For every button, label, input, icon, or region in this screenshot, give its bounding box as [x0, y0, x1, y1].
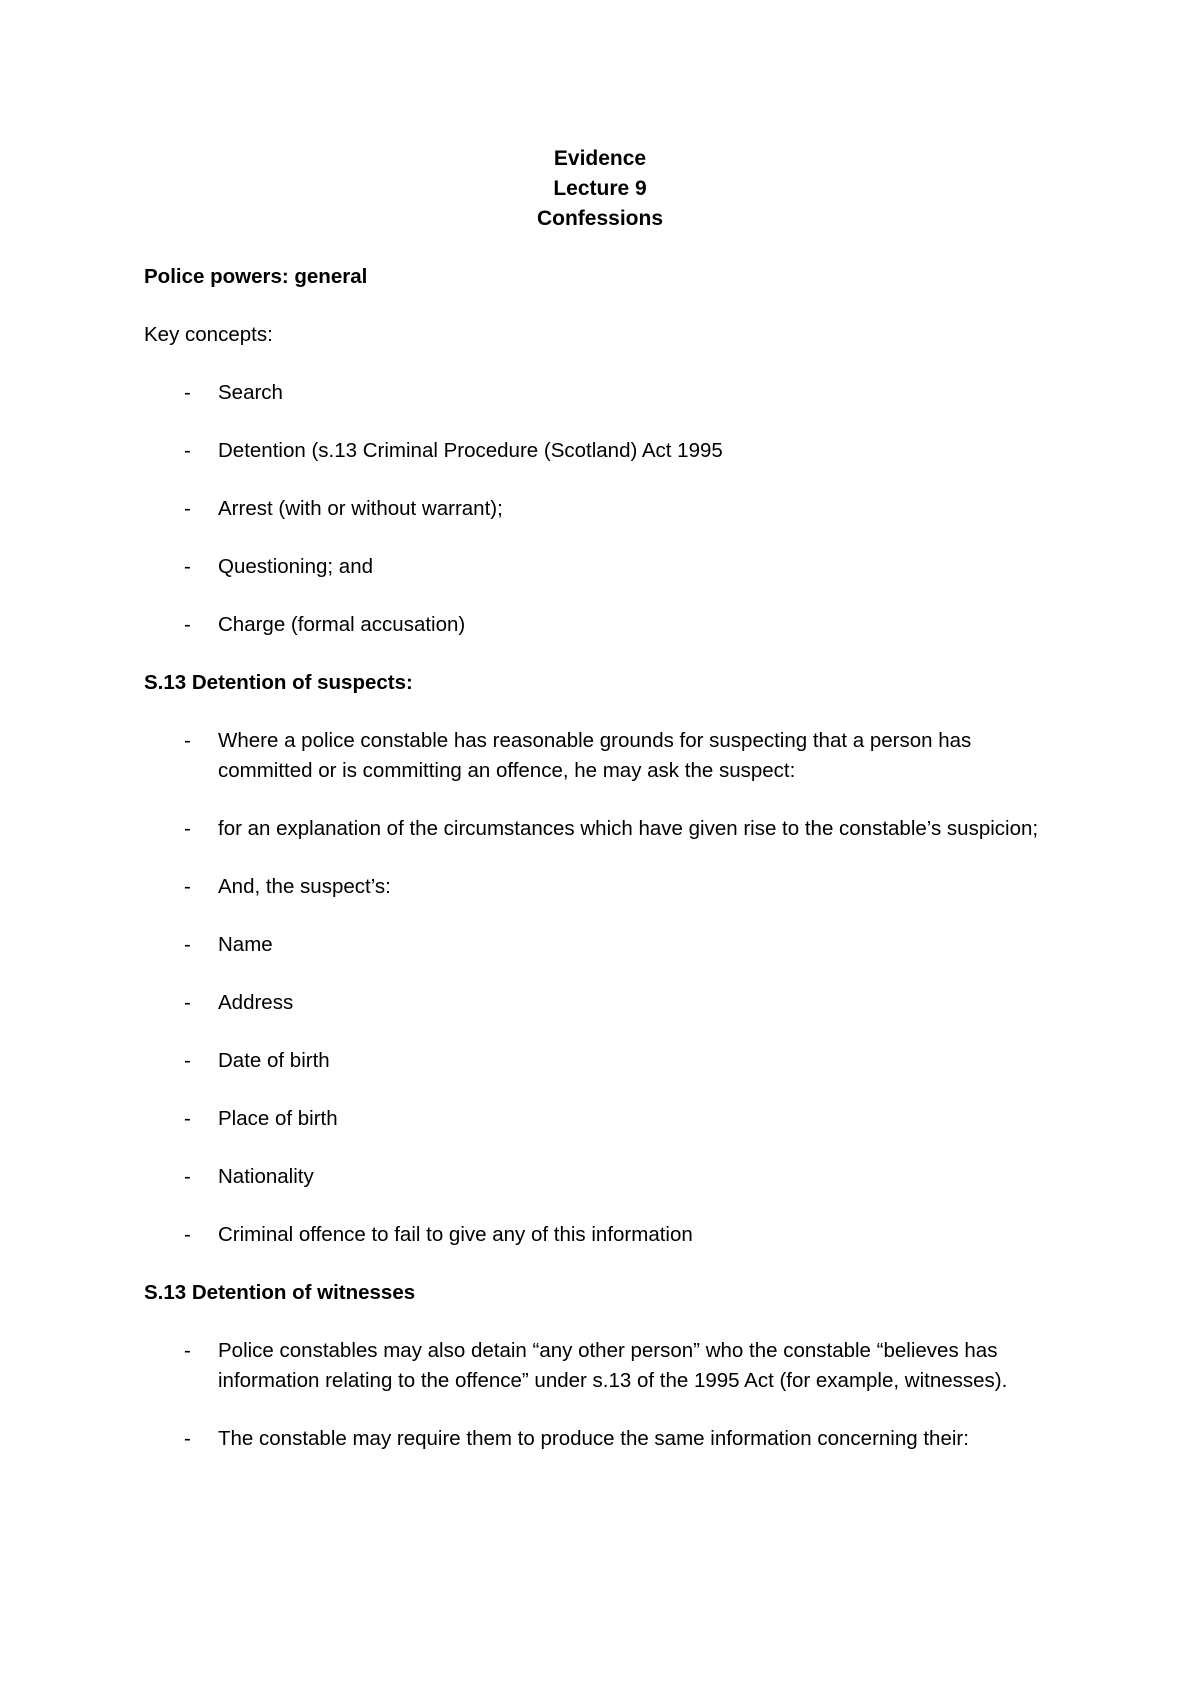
- list-item: [144, 814, 1054, 844]
- bullet-dash: -: [184, 439, 191, 462]
- list-item-text: Where a police constable has reasonable grounds for suspecting that a person has committed or is committing an offence, he may ask the suspect:: [218, 729, 972, 782]
- list-item: [144, 872, 1054, 902]
- bullet-dash: -: [184, 875, 191, 898]
- list-item: [144, 1162, 1054, 1192]
- bullet-dash: -: [184, 497, 191, 520]
- list-item-text: Arrest (with or without warrant);: [218, 497, 503, 520]
- list-item-text: Search: [218, 381, 283, 404]
- document-title-block: [0, 144, 1200, 234]
- section-heading-detention-of-witnesses: S.13 Detention of witnesses: [144, 1281, 416, 1304]
- document-body: [144, 262, 1054, 1482]
- key-concepts-label: Key concepts:: [144, 323, 273, 346]
- bullet-dash: -: [184, 613, 191, 636]
- title-lecture: Lecture 9: [553, 177, 647, 200]
- list-item-text: for an explanation of the circumstances which have given rise to the constable’s suspicion;: [218, 817, 1039, 840]
- list-item: [144, 1104, 1054, 1134]
- list-item: [144, 1424, 1054, 1454]
- list-item-text: Place of birth: [218, 1107, 338, 1130]
- list-item: [144, 610, 1054, 640]
- list-item: [144, 552, 1054, 582]
- list-item-text: Questioning; and: [218, 555, 374, 578]
- bullet-dash: -: [184, 381, 191, 404]
- section-heading-police-powers: Police powers: general: [144, 265, 368, 288]
- list-item: [144, 378, 1054, 408]
- bullet-dash: -: [184, 1107, 191, 1130]
- list-item: [144, 1046, 1054, 1076]
- bullet-dash: -: [184, 1049, 191, 1072]
- bullet-dash: -: [184, 1427, 191, 1450]
- title-subject: Evidence: [553, 147, 647, 170]
- list-item-text: Charge (formal accusation): [218, 613, 466, 636]
- list-item-text: Police constables may also detain “any other person” who the constable “believes has information relating to the offence” under s.13 of the 1995 Act (for example, witnesses).: [218, 1339, 1008, 1392]
- list-item-text: Address: [218, 991, 294, 1014]
- bullet-dash: -: [184, 555, 191, 578]
- list-item: [144, 436, 1054, 466]
- bullet-dash: -: [184, 933, 191, 956]
- title-topic: Confessions: [536, 207, 664, 230]
- bullet-dash: -: [184, 729, 191, 752]
- list-item-text: Criminal offence to fail to give any of this information: [218, 1223, 693, 1246]
- list-item: [144, 1336, 1054, 1396]
- bullet-dash: -: [184, 1223, 191, 1246]
- section-heading-detention-of-suspects: S.13 Detention of suspects:: [144, 671, 413, 694]
- list-item: [144, 988, 1054, 1018]
- list-item-text: Date of birth: [218, 1049, 330, 1072]
- list-item: [144, 930, 1054, 960]
- list-item-text: Nationality: [218, 1165, 314, 1188]
- bullet-dash: -: [184, 991, 191, 1014]
- bullet-dash: -: [184, 1339, 191, 1362]
- list-item: [144, 1220, 1054, 1250]
- list-item-text: The constable may require them to produce the same information concerning their:: [218, 1427, 969, 1450]
- bullet-dash: -: [184, 1165, 191, 1188]
- list-item: [144, 726, 1054, 786]
- list-item-text: Detention (s.13 Criminal Procedure (Scotland) Act 1995: [218, 439, 723, 462]
- list-item: [144, 494, 1054, 524]
- list-item-text: Name: [218, 933, 273, 956]
- list-item-text: And, the suspect’s:: [218, 875, 391, 898]
- bullet-dash: -: [184, 817, 191, 840]
